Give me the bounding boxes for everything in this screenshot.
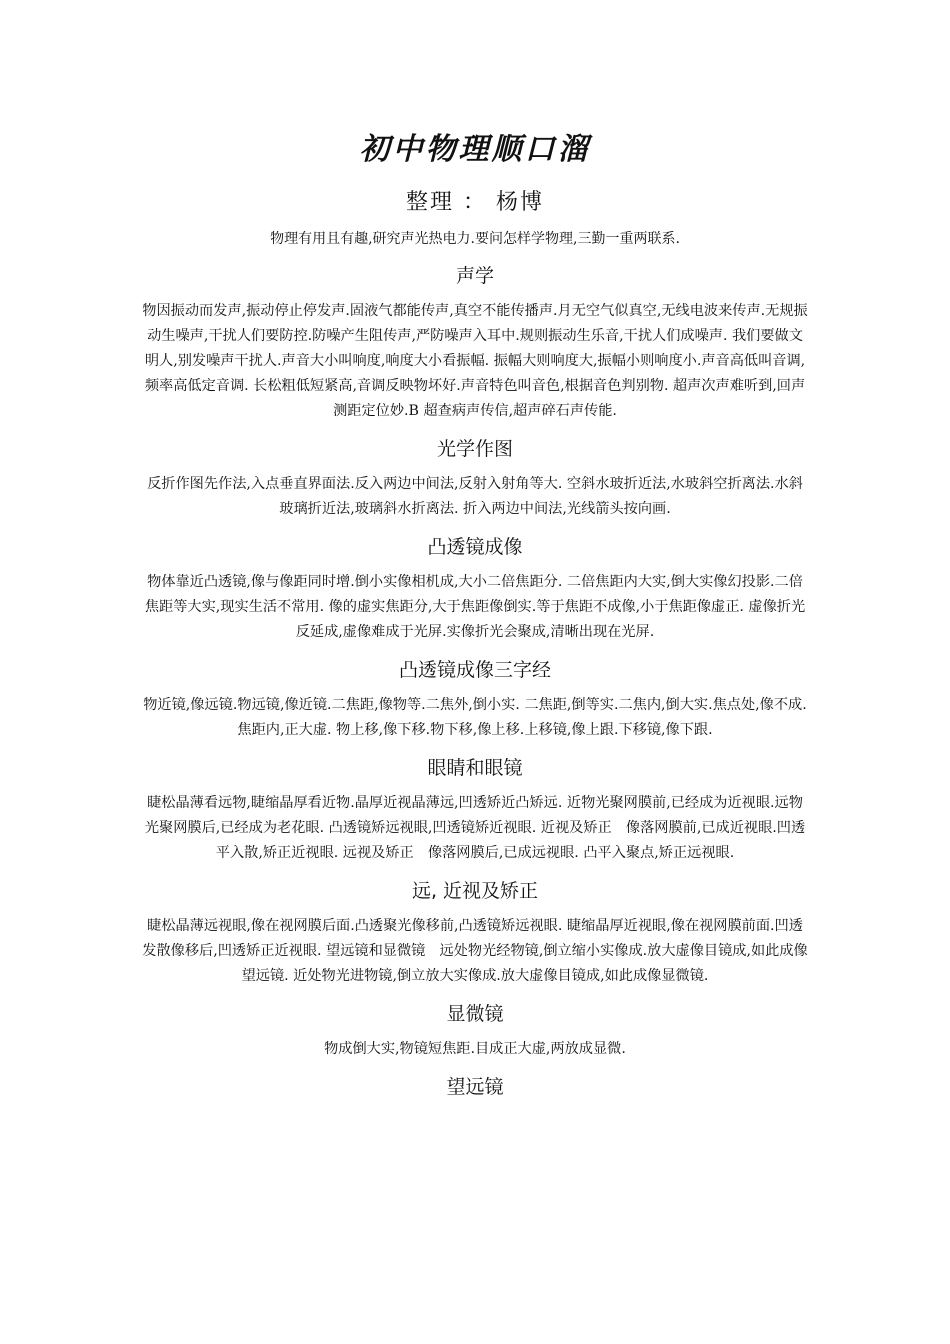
section-optical-drawing	[142, 434, 808, 522]
section-heading: 凸透镜成像	[427, 536, 523, 558]
section-heading: 远, 近视及矫正	[411, 880, 539, 902]
section-body: 物体靠近凸透镜,像与像距同时增.倒小实像相机成,大小二倍焦距分. 二倍焦距内大实,倒大实像幻投影.二倍焦距等大实,现实生活不常用. 像的虚实焦距分,大于焦距像倒实.等于焦距不成像,小于焦距像虚正. 虚像折光反延成,虚像难成于光屏.实像折光会聚成,清晰出现在光屏.	[144, 574, 806, 640]
section-heading: 显微镜	[446, 1003, 504, 1025]
section-body: 睫松晶薄远视眼,像在视网膜后面.凸透聚光像移前,凸透镜矫远视眼. 睫缩晶厚近视眼,像在视网膜前面.凹透发散像移后,凹透矫正近视眼. 望远镜和显微镜 远处物光经物镜,倒立缩小实像成.放大虚像目镜成,如此成像望远镜. 近处物光进物镜,倒立放大实像成.放大虚像目镜成,如此成像显微镜.	[142, 918, 808, 984]
document-page	[142, 120, 808, 1110]
section-body: 睫松晶薄看远物,睫缩晶厚看近物.晶厚近视晶薄远,凹透矫近凸矫远. 近物光聚网膜前,已经成为近视眼.远物光聚网膜后,已经成为老花眼. 凸透镜矫远视眼,凹透镜矫近视眼. 近视及矫正 像落网膜前,已成近视眼.凹透平入散,矫正近视眼. 远视及矫正 像落网膜后,已成远视眼. 凸平入聚点,矫正远视眼.	[144, 795, 806, 861]
section-body: 物近镜,像远镜.物远镜,像近镜.二焦距,像物等.二焦外,倒小实. 二焦距,倒等实.二焦内,倒大实.焦点处,像不成.焦距内,正大虚. 物上移,像下移.物下移,像上移.上移镜,像上跟.下移镜,像下跟.	[143, 697, 807, 738]
section-eyes-and-glasses	[142, 753, 808, 866]
document-author: 整理 ： 杨博	[406, 190, 544, 215]
section-acoustics	[142, 261, 808, 424]
section-body: 反折作图先作法,入点垂直界面法.反入两边中间法,反射入射角等大. 空斜水玻折近法,水玻斜空折离法.水斜玻璃折近法,玻璃斜水折离法. 折入两边中间法,光线箭头按向画.	[147, 476, 803, 517]
section-convex-lens-imaging	[142, 532, 808, 645]
intro-paragraph: 物理有用且有趣,研究声光热电力.要问怎样学物理,三勤一重两联系.	[270, 231, 680, 247]
section-heading: 望远镜	[446, 1076, 504, 1098]
section-heading: 凸透镜成像三字经	[398, 659, 551, 681]
section-body: 物成倒大实,物镜短焦距.目成正大虚,两放成显微.	[324, 1041, 626, 1057]
section-microscope	[142, 999, 808, 1062]
section-telescope	[142, 1072, 808, 1102]
section-heading: 眼睛和眼镜	[427, 757, 523, 779]
document-title: 初中物理顺口溜	[359, 132, 591, 167]
section-heading: 声学	[455, 265, 494, 287]
section-body: 物因振动而发声,振动停止停发声.固液气都能传声,真空不能传播声.月无空气似真空,无线电波来传声.无规振动生噪声,干扰人们要防控.防噪产生阻传声,严防噪声入耳中.规则振动生乐音,干扰人们成噪声. 我们要做文明人,别发噪声干扰人.声音大小叫响度,响度大小看振幅. 振幅大则响度大,振幅小则响度小.声音高低叫音调,频率高低定音调. 长松粗低短紧高,音调反映物坏好.声音特色叫音色,根据音色判别物. 超声次声难听到,回声测距定位妙.B 超查病声传信,超声碎石声传能.	[142, 303, 808, 419]
section-heading: 光学作图	[436, 438, 513, 460]
section-convex-lens-rhyme	[142, 655, 808, 743]
section-vision-correction	[142, 876, 808, 989]
